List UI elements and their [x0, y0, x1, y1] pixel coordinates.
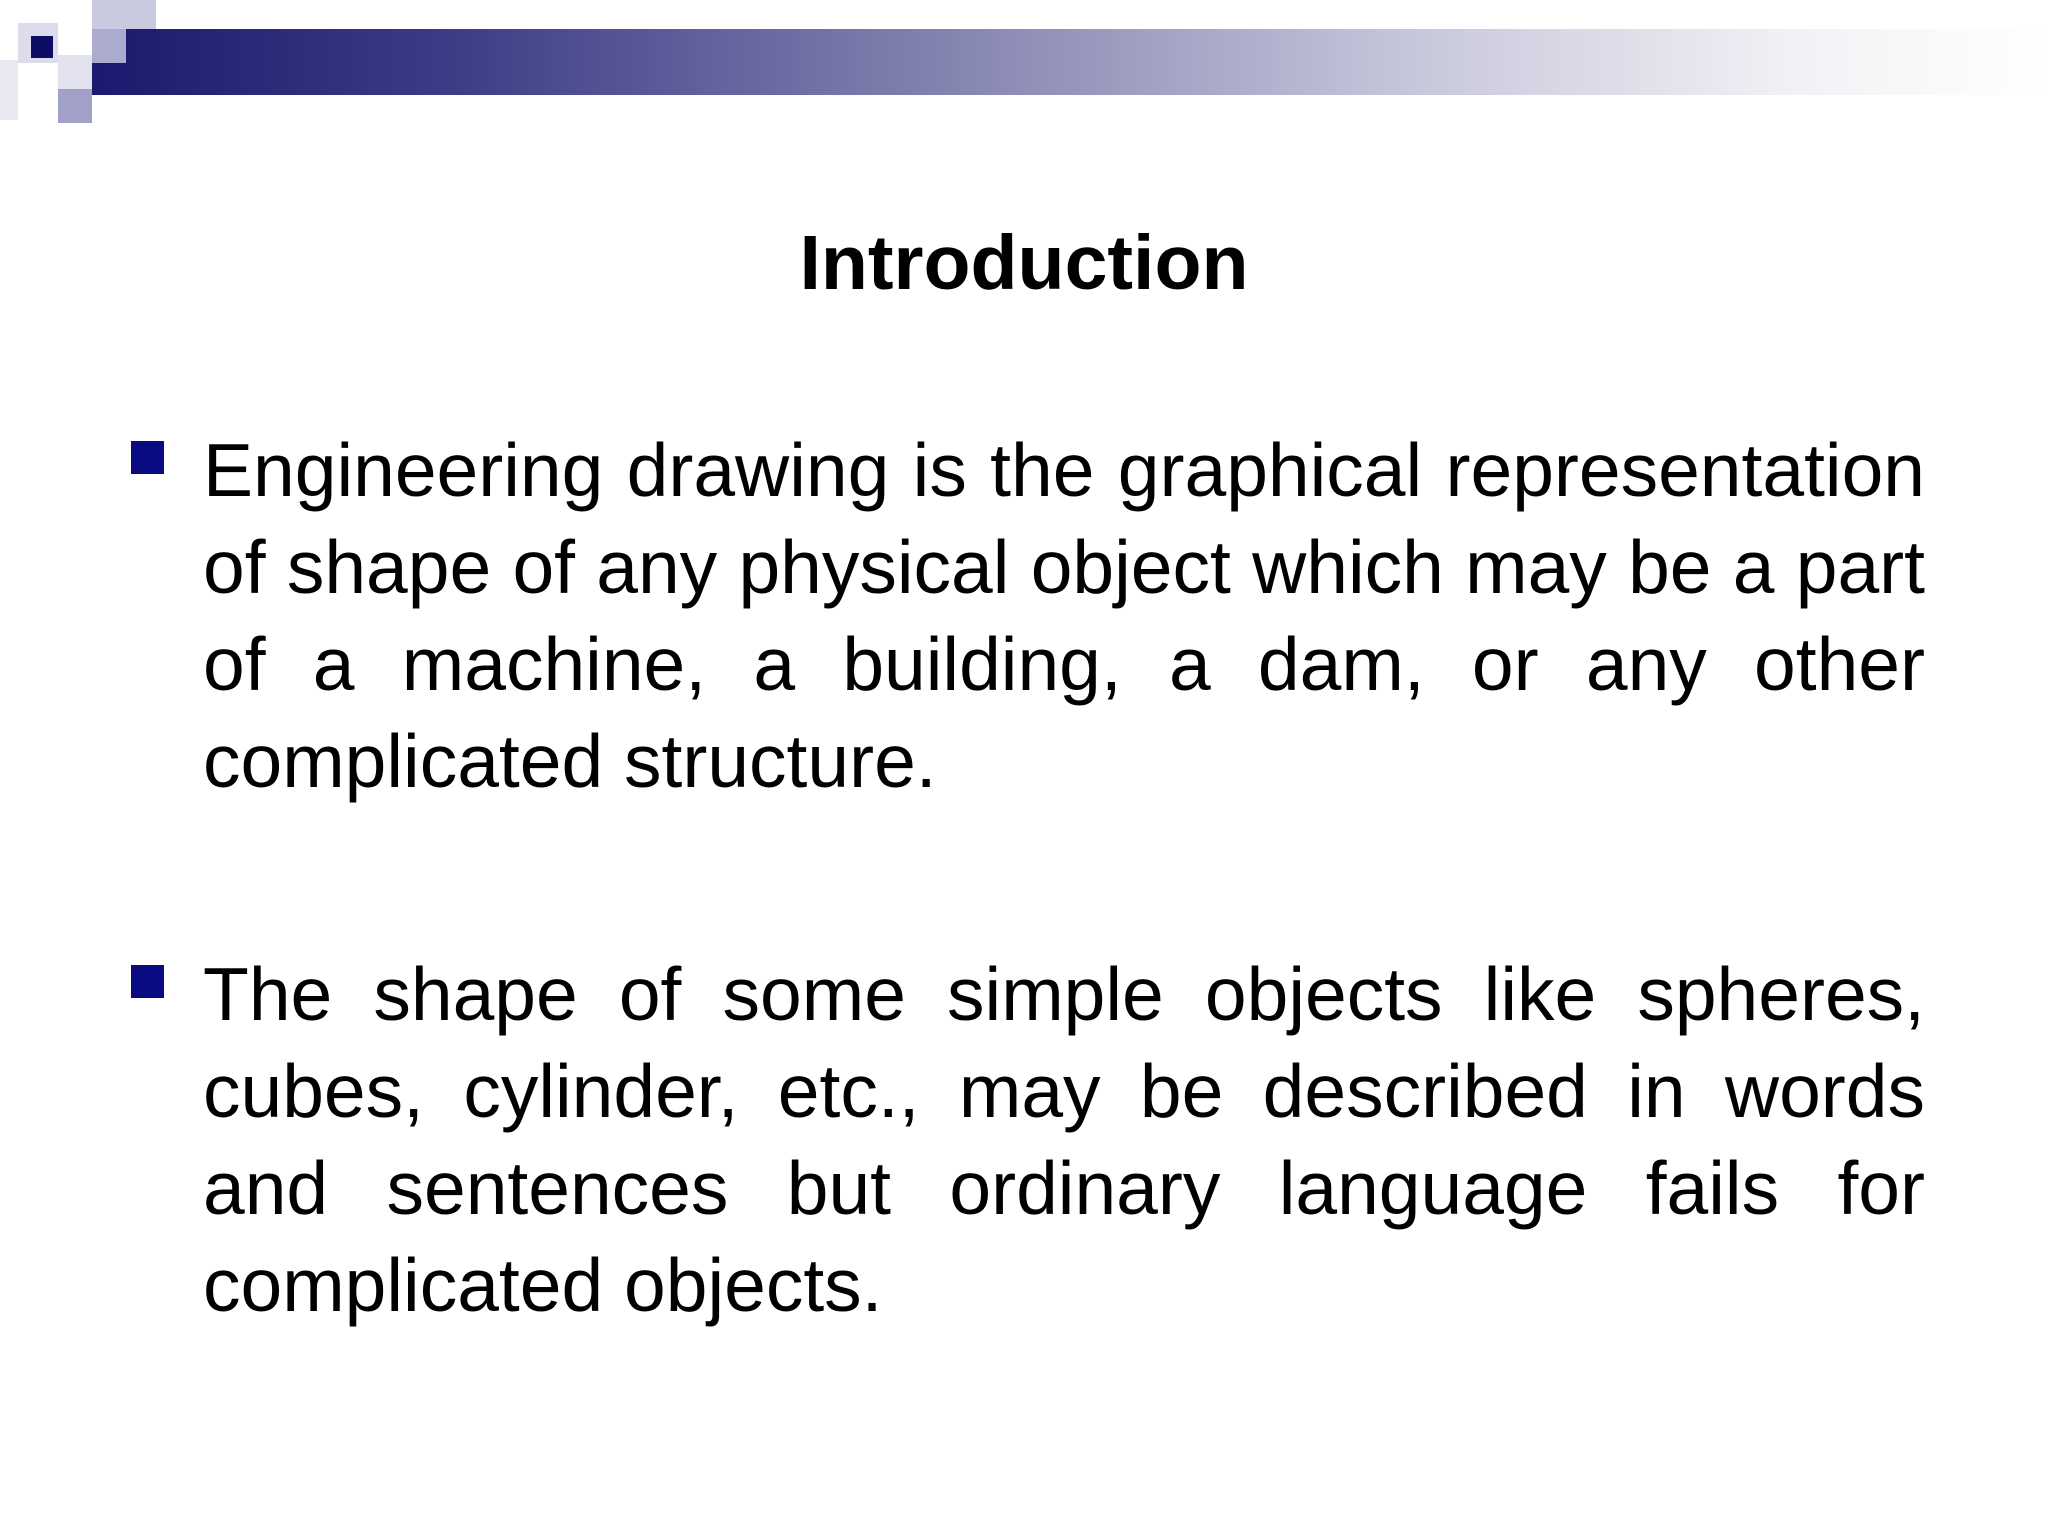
slide-title: Introduction: [799, 220, 1249, 306]
square-bullet-icon: [131, 965, 164, 998]
header-square: [31, 36, 53, 58]
bullet-text: The shape of some simple objects like spheres, cubes, cylinder, etc., may be described in words and sentences but ordinary language fails for complicated objects.: [203, 952, 1925, 1327]
header-square: [92, 29, 126, 63]
header-square: [58, 89, 92, 123]
header-square: [92, 0, 156, 29]
header-gradient-band: [92, 29, 2048, 95]
square-bullet-icon: [131, 441, 164, 474]
header-square: [0, 60, 18, 120]
bullet-text: Engineering drawing is the graphical representation of shape of any physical object which may be a part of a machine, a building, a dam, or any other complicated structure.: [203, 428, 1925, 803]
header-square: [58, 55, 92, 89]
